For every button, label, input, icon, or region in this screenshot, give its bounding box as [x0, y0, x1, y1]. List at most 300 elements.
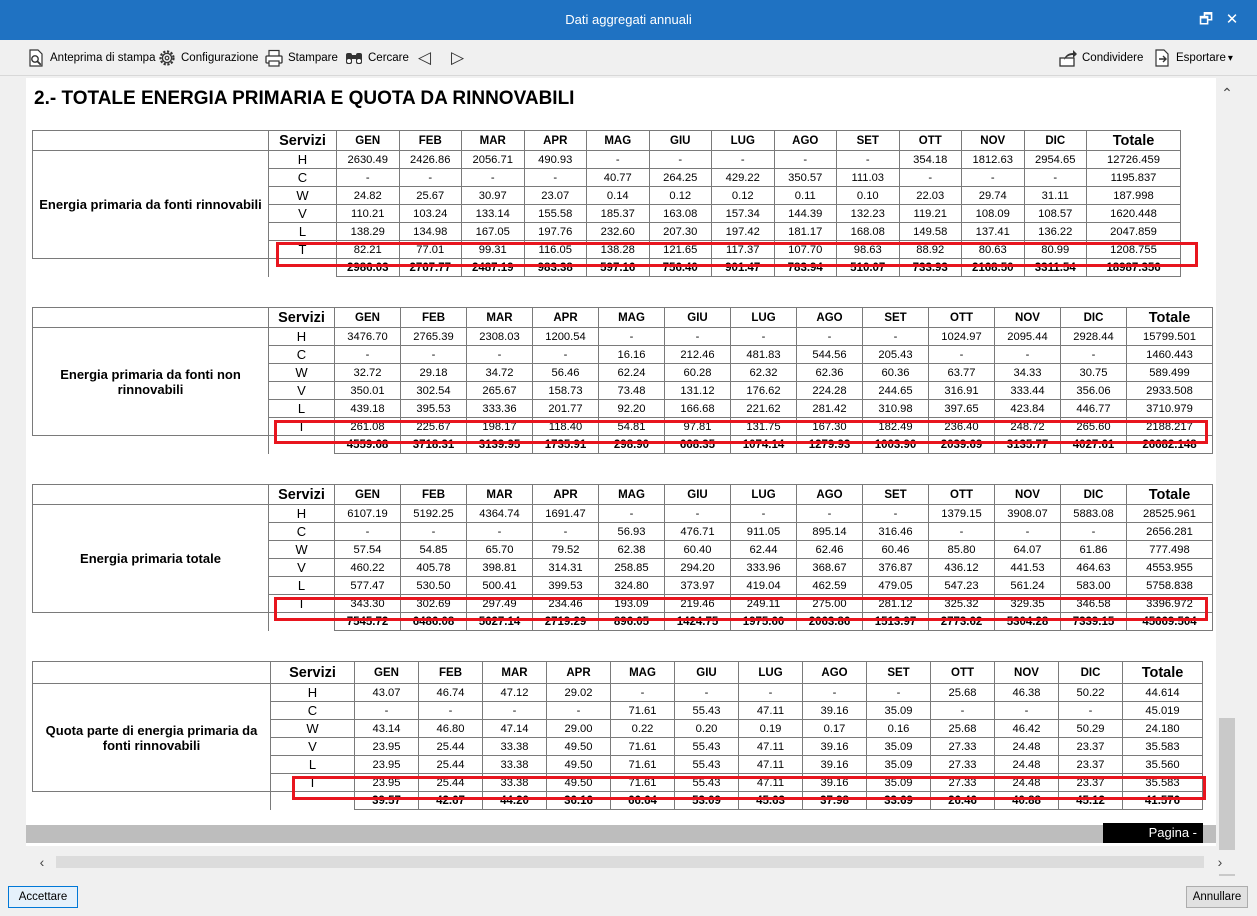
printer-icon — [264, 48, 284, 68]
month-total-cell: 2487.19 — [462, 259, 525, 277]
value-cell: 476.71 — [665, 523, 731, 541]
service-code: W — [271, 720, 355, 738]
value-cell: 429.22 — [712, 169, 775, 187]
month-total-cell: 2719.29 — [533, 613, 599, 631]
value-cell: 193.09 — [599, 595, 665, 613]
month-total-cell: 3135.77 — [995, 436, 1061, 454]
value-cell: 131.12 — [665, 382, 731, 400]
value-cell: 294.20 — [665, 559, 731, 577]
value-cell: 0.20 — [675, 720, 739, 738]
month-header: GIU — [665, 308, 731, 328]
value-cell: 56.93 — [599, 523, 665, 541]
month-header: FEB — [401, 308, 467, 328]
accept-button[interactable]: Accettare — [8, 886, 78, 908]
value-cell: 2308.03 — [467, 328, 533, 346]
month-total-cell: 39.57 — [355, 792, 419, 810]
month-header: MAR — [467, 308, 533, 328]
service-code: C — [269, 346, 335, 364]
value-cell: 23.95 — [355, 774, 419, 792]
service-code: L — [269, 223, 337, 241]
header-blank-cell — [33, 485, 269, 505]
value-cell: 167.30 — [797, 418, 863, 436]
month-header: FEB — [399, 131, 462, 151]
month-total-cell: 668.35 — [665, 436, 731, 454]
value-cell: - — [355, 702, 419, 720]
month-total-cell: 733.93 — [899, 259, 962, 277]
month-header: MAR — [462, 131, 525, 151]
value-cell: 133.14 — [462, 205, 525, 223]
value-cell: 490.93 — [524, 151, 587, 169]
value-cell: 302.69 — [401, 595, 467, 613]
value-cell: 138.28 — [587, 241, 650, 259]
value-cell: - — [599, 505, 665, 523]
row-total-cell: 2047.859 — [1087, 223, 1181, 241]
value-cell: 27.33 — [931, 756, 995, 774]
value-cell: 34.72 — [467, 364, 533, 382]
service-code: T — [271, 774, 355, 792]
value-cell: 29.18 — [401, 364, 467, 382]
value-cell: 423.84 — [995, 400, 1061, 418]
data-table — [32, 484, 1213, 631]
row-group-label: Quota parte di energia primaria da fonti rinnovabili — [33, 684, 271, 792]
grand-total-cell: 45669.504 — [1127, 613, 1213, 631]
value-cell: 138.29 — [337, 223, 400, 241]
service-code: T — [269, 241, 337, 259]
value-cell: 73.48 — [599, 382, 665, 400]
value-cell: 201.77 — [533, 400, 599, 418]
data-table — [32, 130, 1181, 277]
value-cell: 0.14 — [587, 187, 650, 205]
value-cell: 24.82 — [337, 187, 400, 205]
value-cell: 1812.63 — [962, 151, 1025, 169]
print-button[interactable] — [264, 47, 338, 69]
value-cell: 446.77 — [1061, 400, 1127, 418]
value-cell: - — [547, 702, 611, 720]
scroll-right-icon[interactable]: › — [1217, 854, 1223, 870]
value-cell: 46.42 — [995, 720, 1059, 738]
value-cell: 47.11 — [739, 756, 803, 774]
table-header-row — [33, 308, 1213, 328]
month-header: DIC — [1024, 131, 1087, 151]
grand-total-cell: 41.576 — [1123, 792, 1203, 810]
month-total-cell: 756.40 — [649, 259, 712, 277]
value-cell: 399.53 — [533, 577, 599, 595]
horizontal-scroll-thumb[interactable] — [56, 856, 1204, 868]
dialog-footer — [0, 876, 1257, 916]
value-cell: 236.40 — [929, 418, 995, 436]
value-cell: 166.68 — [665, 400, 731, 418]
value-cell: 316.91 — [929, 382, 995, 400]
print-preview-icon — [26, 48, 46, 68]
month-header: GEN — [337, 131, 400, 151]
month-total-cell: 5627.14 — [467, 613, 533, 631]
value-cell: 1691.47 — [533, 505, 599, 523]
value-cell: 97.81 — [665, 418, 731, 436]
totals-row — [33, 613, 1213, 631]
service-code: C — [269, 169, 337, 187]
value-cell: 346.58 — [1061, 595, 1127, 613]
value-cell: 60.46 — [863, 541, 929, 559]
value-cell: 0.10 — [837, 187, 900, 205]
config-label: Configurazione — [181, 52, 259, 64]
value-cell: 62.46 — [797, 541, 863, 559]
value-cell: 3476.70 — [335, 328, 401, 346]
value-cell: 134.98 — [399, 223, 462, 241]
value-cell: 185.37 — [587, 205, 650, 223]
total-header: Totale — [1087, 131, 1181, 151]
export-icon — [1152, 48, 1172, 68]
value-cell: - — [611, 684, 675, 702]
value-cell: - — [774, 151, 837, 169]
value-cell: 121.65 — [649, 241, 712, 259]
value-cell: - — [524, 169, 587, 187]
cancel-button[interactable]: Annullare — [1186, 886, 1248, 908]
value-cell: 24.48 — [995, 774, 1059, 792]
row-total-cell: 3710.979 — [1127, 400, 1213, 418]
value-cell: 82.21 — [337, 241, 400, 259]
value-cell: 0.16 — [867, 720, 931, 738]
month-total-cell: 26.46 — [931, 792, 995, 810]
month-header: SET — [863, 308, 929, 328]
value-cell: 5883.08 — [1061, 505, 1127, 523]
value-cell: 0.12 — [712, 187, 775, 205]
value-cell: 373.97 — [665, 577, 731, 595]
service-code: L — [271, 756, 355, 774]
value-cell: 32.72 — [335, 364, 401, 382]
value-cell: 333.96 — [731, 559, 797, 577]
restore-icon[interactable]: 🗗 — [1198, 11, 1214, 28]
value-cell: 2954.65 — [1024, 151, 1087, 169]
totals-row — [33, 436, 1213, 454]
month-header: MAG — [599, 485, 665, 505]
service-code: H — [269, 151, 337, 169]
value-cell: 281.12 — [863, 595, 929, 613]
value-cell: 561.24 — [995, 577, 1061, 595]
value-cell: 63.77 — [929, 364, 995, 382]
value-cell: - — [665, 505, 731, 523]
header-blank-cell — [33, 308, 269, 328]
value-cell: 35.09 — [867, 756, 931, 774]
value-cell: 25.68 — [931, 720, 995, 738]
table-row — [33, 328, 1213, 346]
value-cell: 149.58 — [899, 223, 962, 241]
value-cell: 24.48 — [995, 738, 1059, 756]
value-cell: 119.21 — [899, 205, 962, 223]
value-cell: 16.16 — [599, 346, 665, 364]
value-cell: - — [931, 702, 995, 720]
vertical-scrollbar[interactable] — [1216, 78, 1238, 846]
value-cell: - — [863, 505, 929, 523]
value-cell: 25.44 — [419, 756, 483, 774]
row-total-cell: 15799.501 — [1127, 328, 1213, 346]
row-total-cell: 35.583 — [1123, 774, 1203, 792]
value-cell: 261.08 — [335, 418, 401, 436]
month-header: GEN — [335, 308, 401, 328]
value-cell: 108.57 — [1024, 205, 1087, 223]
table-header-row — [33, 131, 1181, 151]
value-cell: 547.23 — [929, 577, 995, 595]
value-cell: 31.11 — [1024, 187, 1087, 205]
row-total-cell: 4553.955 — [1127, 559, 1213, 577]
month-total-cell: 7545.72 — [335, 613, 401, 631]
value-cell: 329.35 — [995, 595, 1061, 613]
month-total-cell: 1735.91 — [533, 436, 599, 454]
value-cell: 71.61 — [611, 756, 675, 774]
value-cell: 3908.07 — [995, 505, 1061, 523]
value-cell: 55.43 — [675, 756, 739, 774]
month-header: LUG — [731, 308, 797, 328]
close-icon[interactable]: ✕ — [1225, 11, 1239, 28]
value-cell: 30.75 — [1061, 364, 1127, 382]
value-cell: 49.50 — [547, 756, 611, 774]
report-viewer[interactable] — [26, 78, 1216, 846]
value-cell: 436.12 — [929, 559, 995, 577]
value-cell: 131.75 — [731, 418, 797, 436]
value-cell: 55.43 — [675, 738, 739, 756]
search-button[interactable] — [344, 47, 409, 69]
value-cell: 212.46 — [665, 346, 731, 364]
value-cell: 23.37 — [1059, 774, 1123, 792]
month-total-cell: 896.05 — [599, 613, 665, 631]
export-button[interactable] — [1152, 47, 1233, 69]
month-total-cell: 44.20 — [483, 792, 547, 810]
value-cell: 395.53 — [401, 400, 467, 418]
value-cell: 302.54 — [401, 382, 467, 400]
month-header: GEN — [335, 485, 401, 505]
total-header: Totale — [1123, 662, 1203, 684]
value-cell: 500.41 — [467, 577, 533, 595]
month-total-cell: 2063.86 — [797, 613, 863, 631]
share-button[interactable] — [1058, 47, 1143, 69]
value-cell: 911.05 — [731, 523, 797, 541]
value-cell: 85.80 — [929, 541, 995, 559]
horizontal-scrollbar[interactable] — [26, 850, 1238, 874]
value-cell: 47.11 — [739, 738, 803, 756]
month-total-cell: 2986.03 — [337, 259, 400, 277]
value-cell: 441.53 — [995, 559, 1061, 577]
value-cell: - — [665, 328, 731, 346]
value-cell: - — [533, 523, 599, 541]
totals-row — [33, 792, 1203, 810]
scroll-left-icon[interactable]: ‹ — [39, 854, 45, 870]
value-cell: - — [995, 702, 1059, 720]
share-label: Condividere — [1082, 52, 1144, 64]
month-header: AGO — [803, 662, 867, 684]
value-cell: 248.72 — [995, 418, 1061, 436]
totals-blank-cell — [33, 259, 269, 277]
service-code: H — [269, 328, 335, 346]
month-header: MAG — [587, 131, 650, 151]
value-cell: 2630.49 — [337, 151, 400, 169]
month-header: APR — [524, 131, 587, 151]
month-total-cell: 2039.69 — [929, 436, 995, 454]
month-total-cell: 2767.77 — [399, 259, 462, 277]
service-code: W — [269, 187, 337, 205]
prev-arrow-icon[interactable]: ◁ — [418, 48, 432, 67]
value-cell: 54.81 — [599, 418, 665, 436]
value-cell: 60.40 — [665, 541, 731, 559]
value-cell: - — [335, 523, 401, 541]
month-header: LUG — [731, 485, 797, 505]
value-cell: 136.22 — [1024, 223, 1087, 241]
value-cell: 155.58 — [524, 205, 587, 223]
value-cell: 71.61 — [611, 774, 675, 792]
value-cell: 99.31 — [462, 241, 525, 259]
value-cell: 116.05 — [524, 241, 587, 259]
table-header-row — [33, 485, 1213, 505]
value-cell: 110.21 — [337, 205, 400, 223]
value-cell: - — [929, 346, 995, 364]
month-total-cell: 45.63 — [739, 792, 803, 810]
value-cell: 64.07 — [995, 541, 1061, 559]
services-header: Servizi — [269, 131, 337, 151]
value-cell: 2765.39 — [401, 328, 467, 346]
month-total-cell: 40.88 — [995, 792, 1059, 810]
value-cell: 71.61 — [611, 738, 675, 756]
month-total-cell: 597.16 — [587, 259, 650, 277]
value-cell: 325.32 — [929, 595, 995, 613]
print-preview-button[interactable] — [26, 47, 155, 69]
value-cell: 544.56 — [797, 346, 863, 364]
value-cell: - — [587, 151, 650, 169]
totals-blank-cell — [33, 436, 269, 454]
month-header: NOV — [995, 662, 1059, 684]
data-table — [32, 661, 1203, 810]
value-cell: 481.83 — [731, 346, 797, 364]
services-header: Servizi — [269, 308, 335, 328]
value-cell: 40.77 — [587, 169, 650, 187]
value-cell: - — [649, 151, 712, 169]
value-cell: 258.85 — [599, 559, 665, 577]
totals-blank-cell — [269, 613, 335, 631]
scroll-up-icon[interactable]: ⌃ — [1221, 85, 1233, 101]
value-cell: 27.33 — [931, 738, 995, 756]
service-code: H — [271, 684, 355, 702]
month-total-cell: 1074.14 — [731, 436, 797, 454]
month-header: OTT — [929, 485, 995, 505]
value-cell: 176.62 — [731, 382, 797, 400]
value-cell: 265.67 — [467, 382, 533, 400]
services-header: Servizi — [269, 485, 335, 505]
value-cell: 1379.15 — [929, 505, 995, 523]
value-cell: - — [337, 169, 400, 187]
value-cell: 310.98 — [863, 400, 929, 418]
month-total-cell: 45.12 — [1059, 792, 1123, 810]
value-cell: 80.63 — [962, 241, 1025, 259]
value-cell: 39.16 — [803, 702, 867, 720]
value-cell: 62.44 — [731, 541, 797, 559]
totals-row — [33, 259, 1181, 277]
value-cell: 23.95 — [355, 756, 419, 774]
month-total-cell: 298.90 — [599, 436, 665, 454]
value-cell: 157.34 — [712, 205, 775, 223]
row-total-cell: 2933.508 — [1127, 382, 1213, 400]
value-cell: 249.11 — [731, 595, 797, 613]
value-cell: 479.05 — [863, 577, 929, 595]
value-cell: 297.49 — [467, 595, 533, 613]
window-title: Dati aggregati annuali — [565, 12, 692, 27]
value-cell: 224.28 — [797, 382, 863, 400]
row-total-cell: 1195.837 — [1087, 169, 1181, 187]
value-cell: 219.46 — [665, 595, 731, 613]
value-cell: 39.16 — [803, 738, 867, 756]
service-code: T — [269, 595, 335, 613]
value-cell: 405.78 — [401, 559, 467, 577]
header-blank-cell — [33, 131, 269, 151]
value-cell: 163.08 — [649, 205, 712, 223]
value-cell: 55.43 — [675, 774, 739, 792]
value-cell: 98.63 — [837, 241, 900, 259]
value-cell: 1024.97 — [929, 328, 995, 346]
value-cell: 23.37 — [1059, 756, 1123, 774]
value-cell: 2928.44 — [1061, 328, 1127, 346]
value-cell: 88.92 — [899, 241, 962, 259]
value-cell: - — [533, 346, 599, 364]
value-cell: 43.07 — [355, 684, 419, 702]
value-cell: 158.73 — [533, 382, 599, 400]
service-code: L — [269, 400, 335, 418]
month-total-cell: 1003.90 — [863, 436, 929, 454]
value-cell: 343.30 — [335, 595, 401, 613]
totals-blank-cell — [269, 436, 335, 454]
value-cell: 25.44 — [419, 738, 483, 756]
value-cell: 0.19 — [739, 720, 803, 738]
value-cell: 439.18 — [335, 400, 401, 418]
value-cell: 29.02 — [547, 684, 611, 702]
month-total-cell: 3139.95 — [467, 436, 533, 454]
row-group-label: Energia primaria da fonti rinnovabili — [33, 151, 269, 259]
total-header: Totale — [1127, 485, 1213, 505]
row-total-cell: 44.614 — [1123, 684, 1203, 702]
value-cell: - — [962, 169, 1025, 187]
config-button[interactable] — [157, 47, 258, 69]
value-cell: 23.95 — [355, 738, 419, 756]
value-cell: 60.28 — [665, 364, 731, 382]
services-header: Servizi — [271, 662, 355, 684]
month-header: OTT — [899, 131, 962, 151]
value-cell: - — [483, 702, 547, 720]
value-cell: 30.97 — [462, 187, 525, 205]
value-cell: 232.60 — [587, 223, 650, 241]
total-header: Totale — [1127, 308, 1213, 328]
row-total-cell: 24.180 — [1123, 720, 1203, 738]
row-total-cell: 45.019 — [1123, 702, 1203, 720]
month-header: APR — [547, 662, 611, 684]
value-cell: 205.43 — [863, 346, 929, 364]
month-header: SET — [867, 662, 931, 684]
value-cell: 6107.19 — [335, 505, 401, 523]
value-cell: 71.61 — [611, 702, 675, 720]
value-cell: 103.24 — [399, 205, 462, 223]
value-cell: 2426.86 — [399, 151, 462, 169]
row-group-label: Energia primaria da fonti non rinnovabili — [33, 328, 269, 436]
value-cell: 316.46 — [863, 523, 929, 541]
value-cell: - — [1024, 169, 1087, 187]
next-arrow-icon[interactable]: ▷ — [451, 48, 465, 67]
value-cell: - — [1061, 523, 1127, 541]
value-cell: 47.11 — [739, 774, 803, 792]
value-cell: 50.29 — [1059, 720, 1123, 738]
totals-blank-cell — [33, 792, 271, 810]
month-header: MAG — [611, 662, 675, 684]
service-code: V — [269, 559, 335, 577]
value-cell: 460.22 — [335, 559, 401, 577]
value-cell: 397.65 — [929, 400, 995, 418]
month-total-cell: 5304.28 — [995, 613, 1061, 631]
month-total-cell: 1975.60 — [731, 613, 797, 631]
value-cell: - — [995, 523, 1061, 541]
service-code: L — [269, 577, 335, 595]
